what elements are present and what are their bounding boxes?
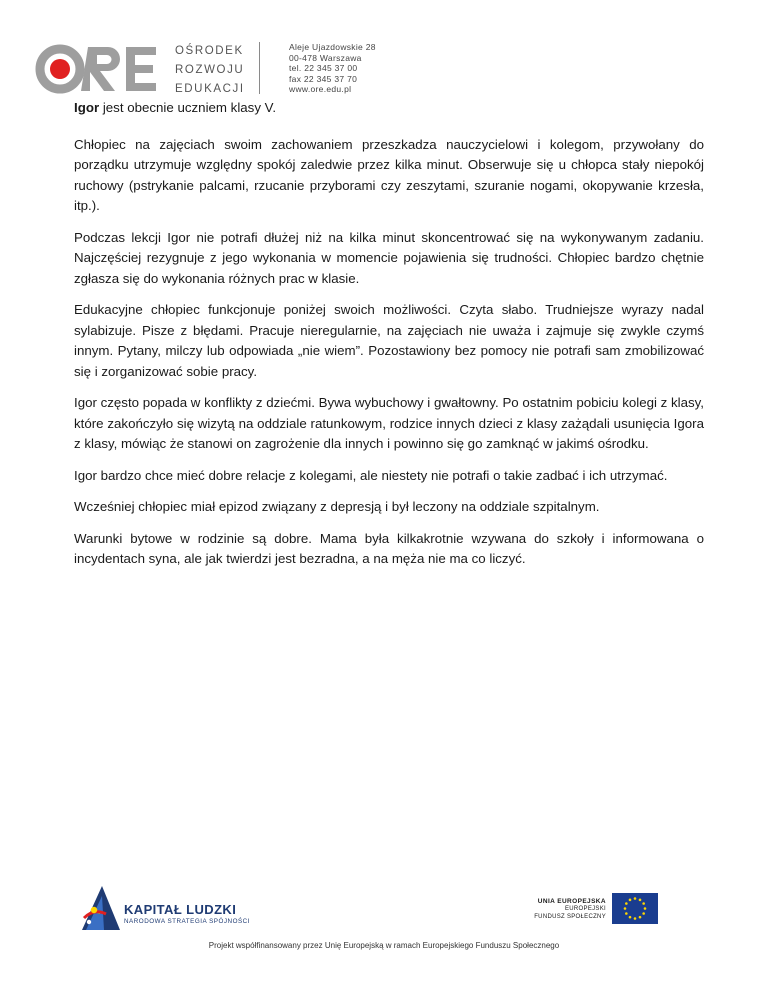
eu-line-3: FUNDUSZ SPOŁECZNY [534,914,606,920]
eu-line-2: EUROPEJSKI [564,906,606,912]
address-block [289,42,376,95]
paragraph-behavior: Chłopiec na zajęciach swoim zachowaniem przeszkadza nauczycielowi i kolegom, przywołany do porządku utrzymuje względny spokój zaledwie przez kilka minut. Obserwuje się u chłopca stały niepokój ruchowy (pstrykanie palcami, rzucanie przyborami czy zeszytami, szuranie nogami, okopywanie krzesła, itp.). [74,136,704,213]
eu-caption [534,898,606,921]
paragraph-relations: Igor bardzo chce mieć dobre relacje z kolegami, ale niestety nie potrafi o takie zadbać i ich utrzymać. [74,467,668,483]
kapital-ludzki-logo-icon [80,884,122,932]
kapital-ludzki-title: KAPITAŁ LUDZKI [124,902,237,917]
eu-star [642,902,645,905]
eu-star [625,912,628,915]
eu-star [625,902,628,905]
org-name-line-3: EDUKACJI [175,83,245,95]
address-line: 00-478 Warszawa [289,52,362,63]
address-line: Aleje Ujazdowskie 28 [289,42,376,52]
intro-text: jest obecnie uczniem klasy V. [99,100,277,115]
student-name: Igor [74,100,100,115]
kapital-ludzki-subtitle: NARODOWA STRATEGIA SPÓJNOŚCI [124,918,250,925]
intro-paragraph [74,98,704,119]
paragraph-education: Edukacyjne chłopiec funkcjonuje poniżej swoich możliwości. Czyta słabo. Trudniejsze wyrazy nadal sylabizuje. Pisze z błędami. Pracuje nieregularnie, na zajęciach nie uważa i zajmuje się zwykle czymś innym. Pytany, milczy lub odpowiada „nie wiem”. Pozostawiony bez pomocy nie potrafi sam zmobilizować się i zorganizować sobie pracy. [74,302,704,379]
fax-line: fax 22 345 37 70 [289,73,358,84]
letterhead [34,38,434,98]
header-divider [259,42,260,94]
eu-star [629,916,632,919]
eu-flag-icon [612,893,658,924]
organization-name [175,42,245,99]
funding-note: Projekt współfinansowany przez Unię Europejską w ramach Europejskiego Funduszu Społecznego [208,941,560,950]
eu-star [624,907,627,910]
paragraph-concentration: Podczas lekcji Igor nie potrafi dłużej niż na kilka minut skoncentrować się na wykonywanym zadaniu. Najczęściej rezygnuje z jego wykonania w momencie pojawienia się trudności. Chłopiec bardzo chętnie zgłasza się do wykonania różnych prac w klasie. [74,229,704,286]
website-line: www.ore.edu.pl [289,84,352,94]
org-name-line-1: OŚRODEK [175,45,244,57]
org-name-line-2: ROZWOJU [175,64,245,76]
paragraph-family: Warunki bytowe w rodzinie są dobre. Mama była kilkakrotnie wzywana do szkoły i informowana o incydentach syna, ale jak twierdzi jest bezradna, a na męża nie ma co liczyć. [74,530,704,566]
eu-star [639,899,642,902]
paragraph-conflicts: Igor często popada w konflikty z dziećmi. Bywa wybuchowy i gwałtowny. Po ostatnim pobiciu kolegi z klasy, które zakończyło się wizytą na oddziale ratunkowym, rodzice innych dzieci z klasy zażądali usunięcia Igora z klasy, mówiąc że stanowi on zagrożenie dla innych i powinno się go zamknąć w jakimś ośrodku. [74,395,704,451]
phone-line: tel. 22 345 37 00 [289,63,358,73]
ore-logo [34,42,164,96]
eu-line-1: UNIA EUROPEJSKA [537,898,606,905]
eu-star [629,899,632,902]
eu-star [639,916,642,919]
paragraph-depression: Wcześniej chłopiec miał epizod związany z depresją i był leczony na oddziale szpitalnym. [74,499,600,514]
eu-star [634,917,637,920]
eu-star [634,897,637,900]
document-body [74,98,704,581]
eu-star [644,907,647,910]
eu-star [642,912,645,915]
